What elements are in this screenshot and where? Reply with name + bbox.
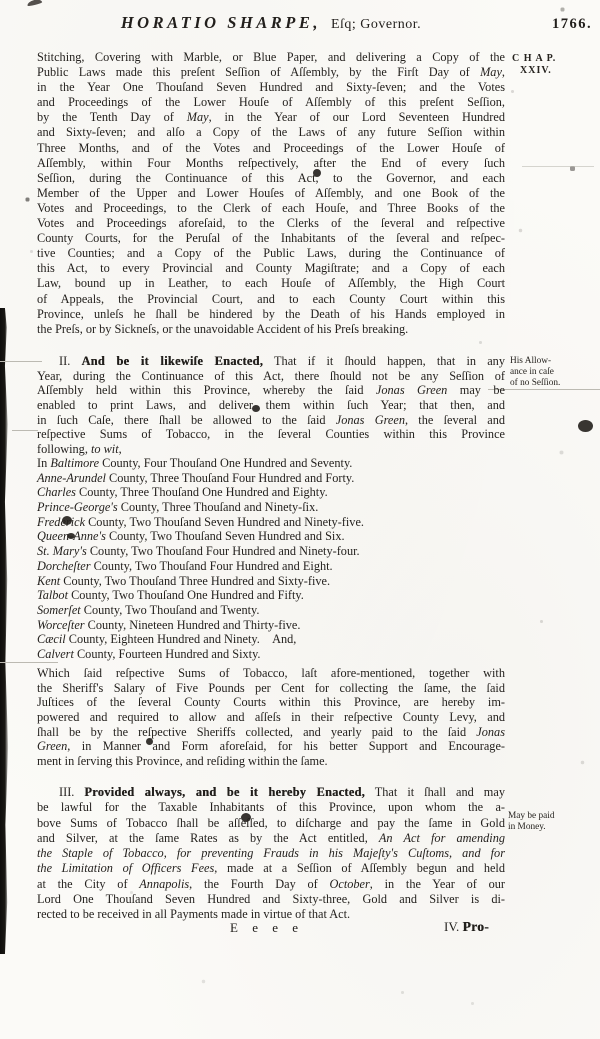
margin-note-line: ance in caſe <box>510 366 554 377</box>
text-line: the Sheriff's Salary of Five Pounds per Cent for collecting the ſame, the ſaid <box>37 680 505 695</box>
text-line: Talbot County, Two Thouſand One Hundred and Fifty. <box>37 588 304 603</box>
text-line: at the City of Annapolis, the Fourth Day of October, in the Year of our <box>37 876 506 891</box>
binding-edge-shadow <box>0 308 9 954</box>
margin-note-line: His Allow- <box>510 356 552 366</box>
governor-name: HORATIO SHARPE, <box>120 13 321 32</box>
text-line: the Limitation of Officers Fees, made at a Seſſion of Aſſembly begun and held <box>37 861 505 876</box>
para-levy <box>37 666 505 769</box>
text-line: St. Mary's County, Two Thouſand Four Hundred and Ninety-four. <box>37 544 360 559</box>
margin-note-line: May be paid <box>508 811 555 821</box>
text-line: County Courts, for the Peruſal of the Inhabitants of the ſeveral and reſpec- <box>37 231 505 246</box>
text-line: Year, during the Continuance of this Act, there ſhould not be any Seſſion of <box>37 368 505 383</box>
text-line: Green, in Manner and Form aforeſaid, for his better Support and Encourage- <box>37 739 505 754</box>
text-line: powered and required to allow and aſſeſs in their reſpective County Levy, and <box>37 710 505 725</box>
text-line: Cæcil County, Eighteen Hundred and Ninety. And, <box>37 632 297 647</box>
gathering-signature: E e e e <box>230 920 303 935</box>
text-line: Votes and Proceedings aforeſaid, to the Clerks of the ſeveral and reſpective <box>37 216 505 231</box>
para-section-3 <box>37 785 505 922</box>
text-line: Lord One Thouſand Seven Hundred and Sixty-three, Gold and Silver is di- <box>37 891 505 906</box>
text-line: Votes and Proceedings, to the Clerk of each Houſe, and Three Books of the <box>37 200 505 215</box>
text-line: ſhall be by the reſpective Sheriffs collected, and yearly paid to the ſaid Jonas <box>37 724 505 739</box>
text-line: by the Tenth Day of May, in the Year of our Lord Seventeen Hundred <box>37 110 505 125</box>
margin-note-chapter <box>512 53 594 77</box>
text-line: Three Months, and of the Votes and Proceedings of the Lower Houſe of <box>37 140 505 155</box>
page-header <box>37 13 505 33</box>
ink-blot <box>578 420 593 432</box>
text-line: Which ſaid reſpective Sums of Tobacco, laſt afore-mentioned, together with <box>37 666 505 680</box>
text-line: of Appeals, the Provincial Court, and to each County Court within this <box>37 291 505 306</box>
para-counties <box>37 456 505 662</box>
text-line: following, to wit, <box>37 442 122 457</box>
text-line: ment in ſerving this Province, and reſiding within the ſame. <box>37 754 328 769</box>
scan-line <box>0 361 42 362</box>
text-line: reſpective Sums of Tobacco, in the ſeveral Counties within this Province <box>37 427 505 442</box>
text-line: bove Sums of Tobacco ſhall be aſſeſſed, to diſcharge and pay the ſame in Gold <box>37 815 505 830</box>
page-year: 1766. <box>552 16 593 32</box>
text-line: in the Year One Thouſand Seven Hundred and Sixty-ſeven; and the Votes <box>37 80 505 95</box>
scan-line <box>12 430 38 431</box>
text-line: Frederick County, Two Thouſand Seven Hundred and Ninety-five. <box>37 514 364 529</box>
text-line: Somerſet County, Two Thouſand and Twenty. <box>37 602 260 617</box>
text-line: II. And be it likewiſe Enacted, That if it ſhould happen, that in any <box>59 354 505 368</box>
text-line: Province, unleſs he ſhall be hindered by the Death of his Hands employed in <box>37 306 505 321</box>
scan-specks <box>0 0 1 1</box>
text-line: Dorcheſter County, Two Thouſand Four Hundred and Eight. <box>37 558 333 573</box>
scan-line <box>522 166 594 167</box>
scan-line <box>0 662 58 663</box>
text-line: be lawful for the Taxable Inhabitants of this Province, upon whom the a- <box>37 800 505 815</box>
text-line: Public Laws made this preſent Seſſion of Aſſembly, by the Firſt Day of May, <box>37 65 505 80</box>
text-line: Calvert County, Fourteen Hundred and Sixty. <box>37 646 261 661</box>
text-line: the Preſs, or by Sickneſs, or the unavoidable Accident of his Preſs breaking. <box>37 321 409 336</box>
governor-title: Eſq; Governor. <box>330 17 422 32</box>
text-line: Queen-Anne's County, Two Thouſand Seven Hundred and Six. <box>37 529 345 544</box>
text-line: and Sixty-ſeven; and alſo a Copy of the Laws of any future Seſſion within <box>37 125 505 140</box>
text-line: this Act, to every Provincial and County Magiſtrate; and a Copy of each <box>37 261 505 276</box>
text-line: Prince-George's County, Three Thouſand and Ninety-ſix. <box>37 500 319 515</box>
text-line: and Proceedings of the Lower Houſe of Aſſembly of this preſent Seſſion, <box>37 95 505 110</box>
margin-note-allowance <box>510 356 592 388</box>
margin-note-line: XXIV. <box>520 65 552 76</box>
text-line: and Silver, at the ſame Rates as by the Act entitled, An Act for amending <box>37 830 505 845</box>
text-line: Member of the Upper and Lower Houſes of Aſſembly, and one Book of the <box>37 185 505 200</box>
text-line: Seſſion, during the Continuance of this Act, to the Governor, and each <box>37 170 505 185</box>
text-line: Kent County, Two Thouſand Three Hundred and Sixty-five. <box>37 573 331 588</box>
text-line: Stitching, Covering with Marble, or Blue Paper, and delivering a Copy of the <box>37 50 505 64</box>
text-line: the Staple of Tobacco, for preventing Frauds in his Majeſty's Cuſtoms, and for <box>37 846 505 860</box>
para-opening <box>37 50 505 337</box>
text-line: Juſtices of the ſeveral County Courts within this Province, are hereby im- <box>37 695 505 710</box>
text-line: Aſſembly held within this Province, whereby the ſaid Jonas Green may be <box>37 383 505 398</box>
text-line: In Baltimore County, Four Thouſand One Hundred and Seventy. <box>37 456 353 470</box>
text-line: Aſſembly, within Four Months reſpectively, after the End of every ſuch <box>37 155 505 170</box>
margin-note-line: in Money. <box>508 821 546 832</box>
margin-note-payment <box>508 811 590 833</box>
margin-note-line: C H A P. <box>512 53 557 64</box>
text-line: tive Counties; and a Copy of the Public Laws, during the Continuance of <box>37 246 505 261</box>
text-line: rected to be received in all Payments made in virtue of that Act. <box>37 907 351 921</box>
text-line: Charles County, Three Thouſand One Hundred and Eighty. <box>37 485 328 500</box>
text-line: Law, bound up in Leather, to each Houſe of Aſſembly, the High Court <box>37 276 505 291</box>
text-line: Worceſter County, Nineteen Hundred and Thirty-five. <box>37 617 301 632</box>
text-line: in ſuch Caſe, there ſhall be allowed to the ſaid Jonas Green, the ſeveral and <box>37 412 506 427</box>
catchword: IV. Pro- <box>444 919 489 934</box>
text-line: Anne-Arundel County, Three Thouſand Four Hundred and Forty. <box>37 470 355 485</box>
text-line: III. Provided always, and be it hereby Enacted, That it ſhall and may <box>59 785 505 799</box>
text-line: enabled to print Laws, and deliver them within ſuch Year; that then, and <box>37 398 505 413</box>
margin-note-line: of no Seſſion. <box>510 377 561 388</box>
ink-mark <box>27 0 43 7</box>
para-section-2 <box>37 354 505 457</box>
